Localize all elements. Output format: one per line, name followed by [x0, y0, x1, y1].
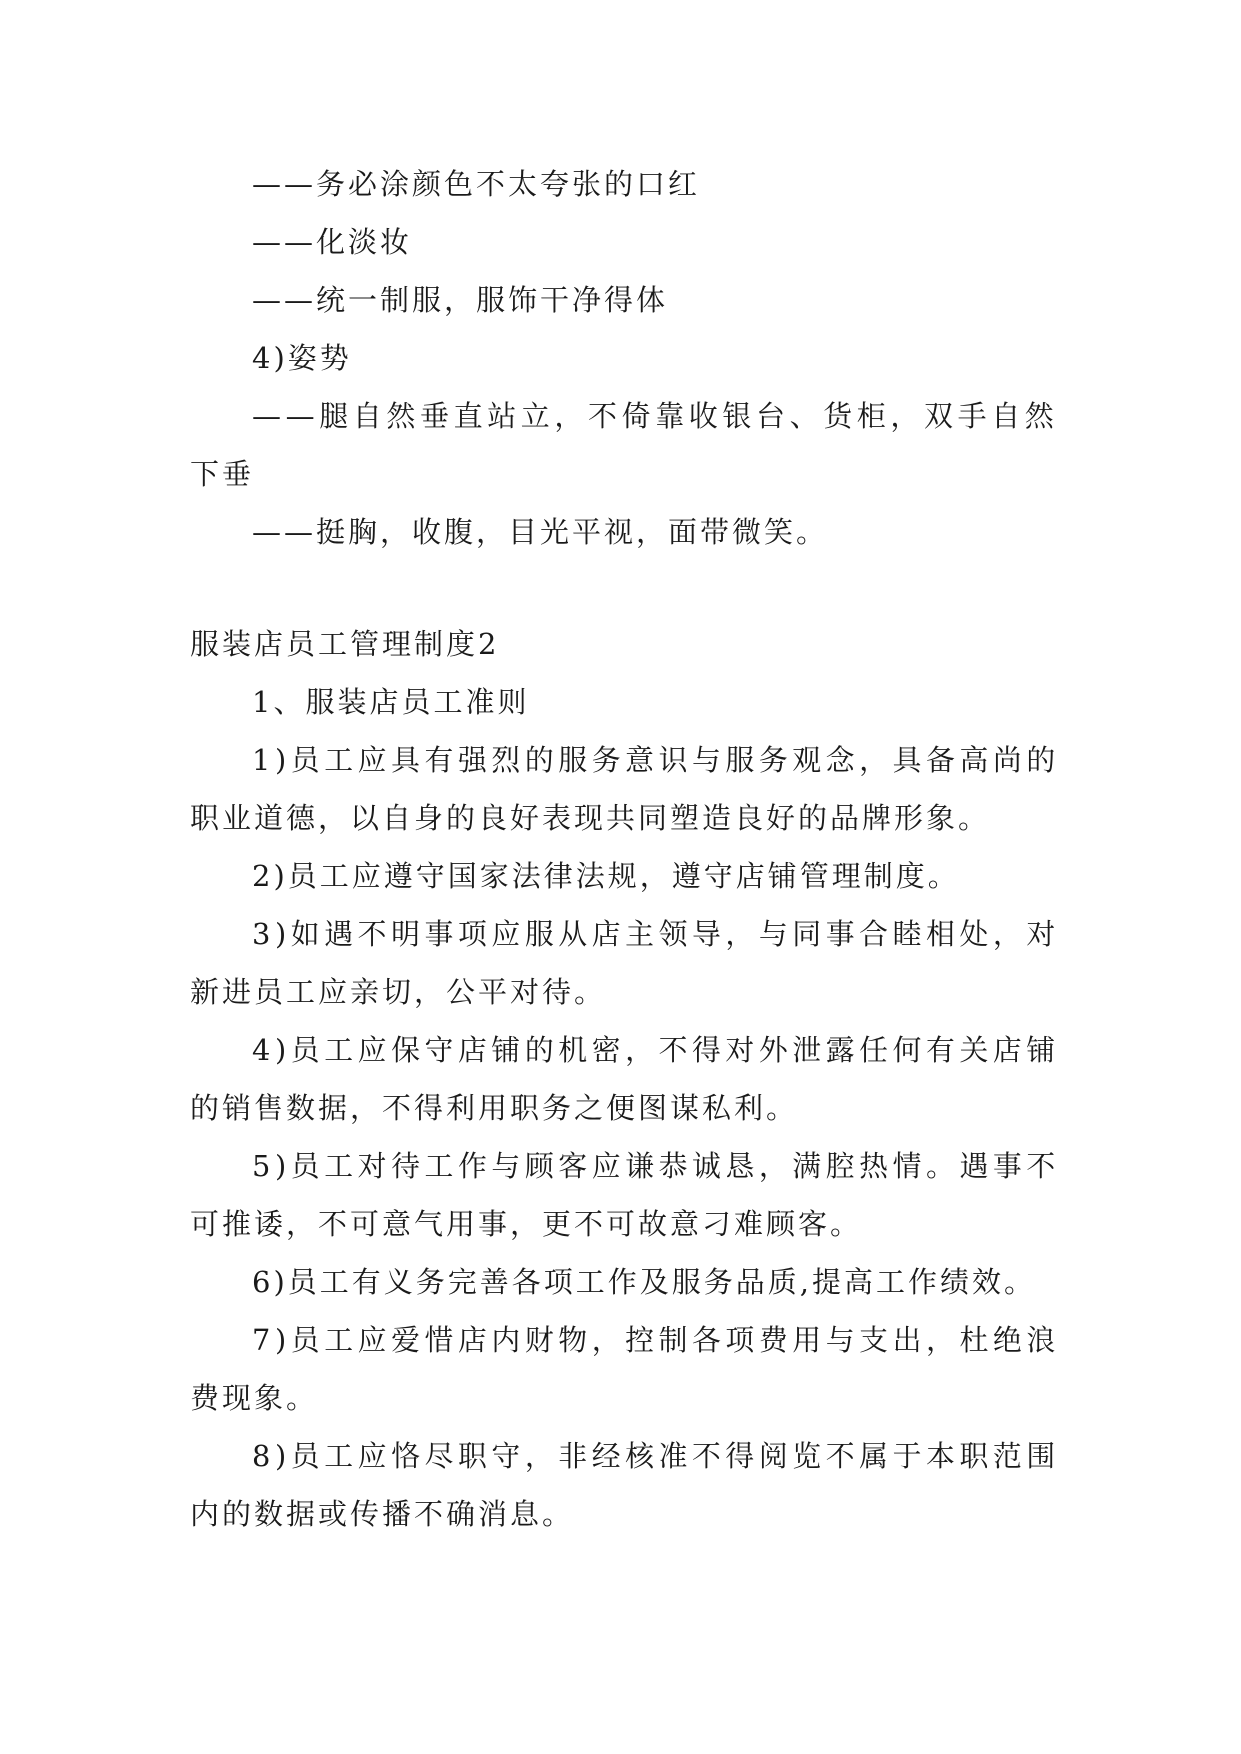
text-line: 可推诿，不可意气用事，更不可故意刁难顾客。 [190, 1207, 863, 1241]
text-line: ——化淡妆 [252, 225, 413, 259]
text-line: 1)员工应具有强烈的服务意识与服务观念，具备高尚的 [252, 743, 1060, 777]
text-line: ——腿自然垂直站立，不倚靠收银台、货柜，双手自然 [252, 399, 1059, 433]
section-title: 服装店员工管理制度2 [190, 627, 500, 661]
text-line: 4)员工应保守店铺的机密，不得对外泄露任何有关店铺 [252, 1033, 1060, 1067]
text-line: 费现象。 [190, 1381, 319, 1415]
subheading: 4)姿势 [252, 341, 352, 375]
text-line: ——挺胸，收腹，目光平视，面带微笑。 [252, 515, 829, 549]
text-line: 新进员工应亲切，公平对待。 [190, 975, 607, 1009]
text-line: 5)员工对待工作与顾客应谦恭诚恳，满腔热情。遇事不 [252, 1149, 1060, 1183]
text-line: ——统一制服，服饰干净得体 [252, 283, 669, 317]
text-line: 7)员工应爱惜店内财物，控制各项费用与支出，杜绝浪 [252, 1323, 1060, 1357]
text-line: ——务必涂颜色不太夸张的口红 [252, 167, 701, 201]
text-line: 6)员工有义务完善各项工作及服务品质,提高工作绩效。 [252, 1265, 1036, 1299]
text-line: 下垂 [190, 457, 255, 491]
text-line: 的销售数据，不得利用职务之便图谋私利。 [190, 1091, 799, 1125]
subheading: 1、服装店员工准则 [252, 685, 530, 719]
text-line: 3)如遇不明事项应服从店主领导，与同事合睦相处，对 [252, 917, 1060, 951]
text-line: 职业道德，以自身的良好表现共同塑造良好的品牌形象。 [190, 801, 991, 835]
text-line: 内的数据或传播不确消息。 [190, 1497, 575, 1531]
text-line: 2)员工应遵守国家法律法规，遵守店铺管理制度。 [252, 859, 960, 893]
text-line: 8)员工应恪尽职守，非经核准不得阅览不属于本职范围 [252, 1439, 1060, 1473]
